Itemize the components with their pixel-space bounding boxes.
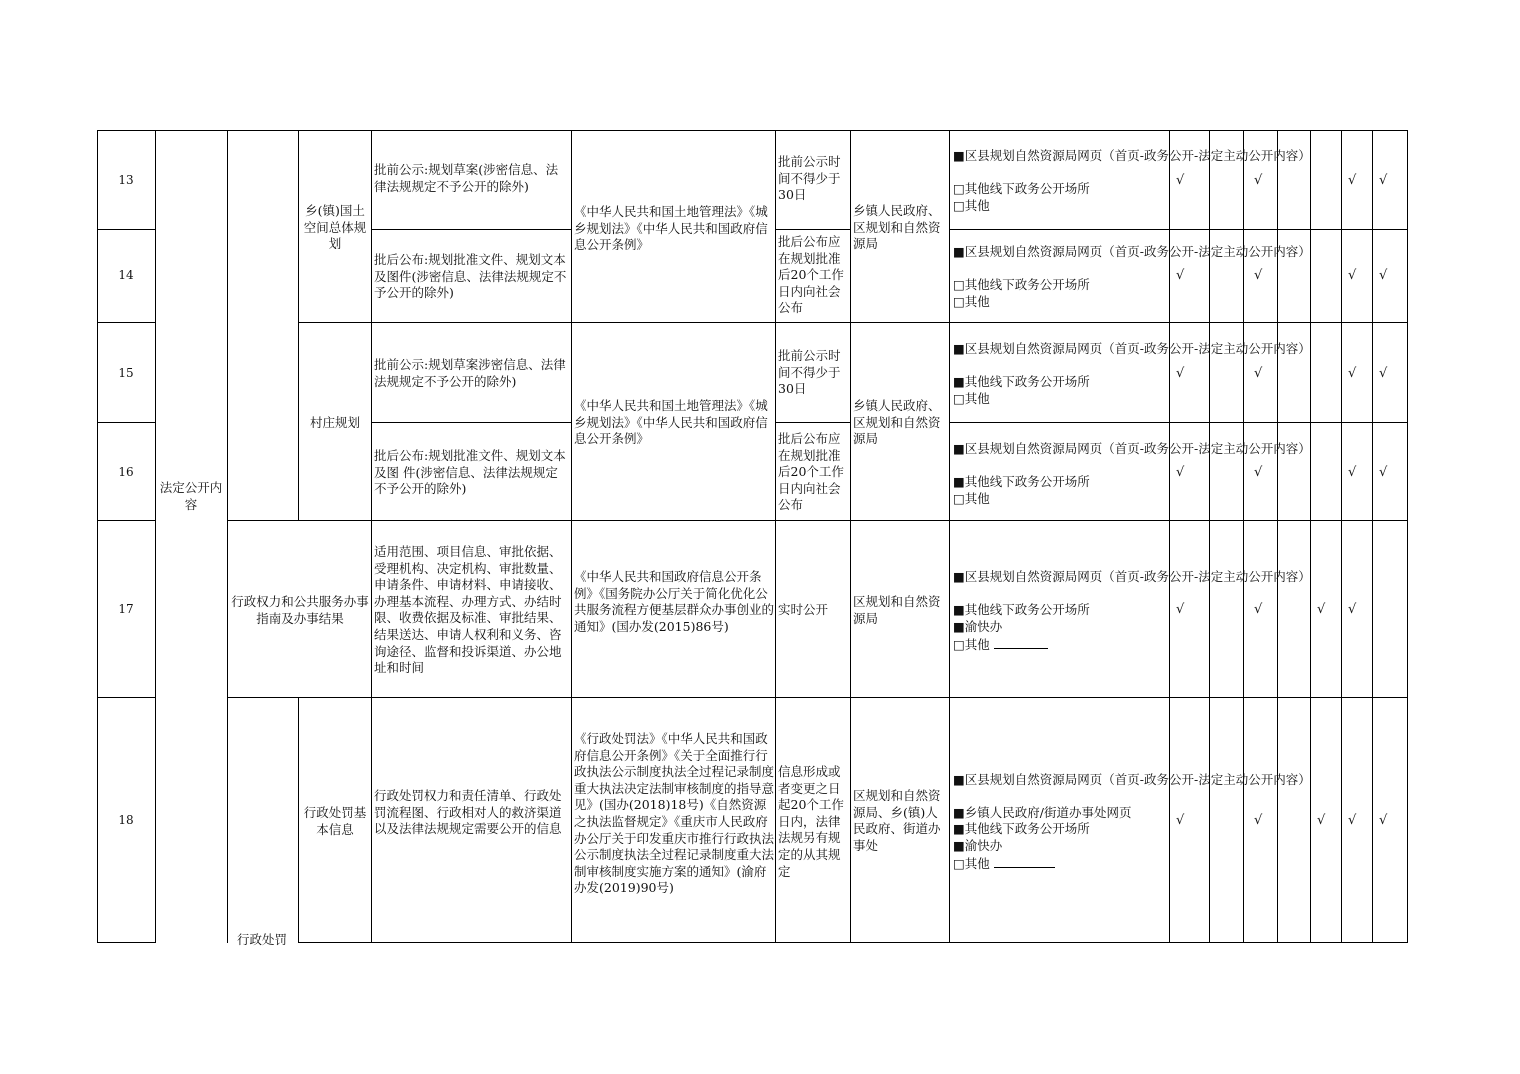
check-mark: √	[1379, 366, 1388, 381]
channel-item: ■其他线下政务公开场所	[953, 474, 1090, 489]
check-mark: √	[1254, 366, 1263, 381]
check-mark: √	[1254, 465, 1263, 480]
channel-item: □其他	[953, 198, 990, 213]
blank-underline	[994, 636, 1048, 649]
channel-item: □其他	[953, 491, 990, 506]
content-cell: 行政处罚权力和责任清单、行政处罚流程图、行政相对人的救济渠道以及法律法规规定需要公开的信息	[374, 788, 562, 837]
subgroup-cell: 行政处罚基本信息	[303, 805, 367, 837]
table-bottom-border	[97, 942, 155, 943]
check-mark: √	[1348, 268, 1357, 283]
time-cell: 信息形成或者变更之日起20个工作日内，法律法规另有规定的从其规定	[778, 764, 844, 879]
time-cell: 批前公示时间不得少于30日	[778, 154, 841, 203]
channel-item: ■乡镇人民政府/街道办事处网页	[953, 805, 1132, 820]
row-number: 16	[118, 465, 134, 479]
channel-item: □其他线下政务公开场所	[953, 277, 1090, 292]
col-divider	[227, 130, 228, 943]
channel-other-label: □其他	[953, 856, 990, 871]
laws-cell: 《中华人民共和国政府信息公开条例》《国务院办公厅关于简化优化公共服务流程方便基层群众办事创业的通知》(国办发(2015)86号)	[574, 569, 775, 634]
row-number: 14	[118, 268, 134, 282]
channel-item: ■区县规划自然资源局网页（首页-政务公开-法定主动公开内容）	[953, 569, 1311, 584]
check-mark: √	[1317, 602, 1326, 617]
check-mark: √	[1176, 465, 1185, 480]
check-mark: √	[1254, 173, 1263, 188]
check-mark: √	[1348, 465, 1357, 480]
channel-other-label: □其他	[953, 637, 990, 652]
check-mark: √	[1379, 813, 1388, 828]
row-divider	[371, 422, 571, 423]
channel-item: ■区县规划自然资源局网页（首页-政务公开-法定主动公开内容）	[953, 772, 1311, 787]
subgroup-cell: 村庄规划	[309, 415, 360, 430]
check-mark: √	[1176, 602, 1185, 617]
laws-cell: 《中华人民共和国土地管理法》《城乡规划法》《中华人民共和国政府信息公开条例》	[574, 398, 768, 447]
row-divider	[775, 422, 850, 423]
check-mark: √	[1254, 813, 1263, 828]
col-divider	[298, 697, 299, 943]
check-mark: √	[1254, 268, 1263, 283]
content-cell: 适用范围、项目信息、审批依据、受理机构、决定机构、审批数量、申请条件、申请材料、申请接收、办理基本流程、办理方式、办结时限、收费依据及标准、审批结果、结果送达、申请人权利和义务、咨询途径、监督和投诉渠道、办公地址和时间	[374, 544, 562, 676]
check-mark: √	[1176, 268, 1185, 283]
check-mark: √	[1176, 813, 1185, 828]
row-divider	[97, 322, 155, 323]
col-divider	[850, 130, 851, 943]
row-divider	[97, 520, 155, 521]
channel-item: □其他	[953, 391, 990, 406]
laws-cell: 《中华人民共和国土地管理法》《城乡规划法》《中华人民共和国政府信息公开条例》	[574, 204, 768, 253]
check-mark: √	[1254, 602, 1263, 617]
channel-item: ■区县规划自然资源局网页（首页-政务公开-法定主动公开内容）	[953, 341, 1311, 356]
col-divider	[1372, 130, 1373, 943]
content-cell: 批后公布:规划批准文件、规划文本及图 件(涉密信息、法律法规规定不予公开的除外)	[374, 448, 566, 497]
col-divider	[1341, 130, 1342, 943]
row-divider	[371, 229, 571, 230]
channel-item: ■其他线下政务公开场所	[953, 602, 1090, 617]
time-cell: 批前公示时间不得少于30日	[778, 348, 841, 397]
channel-item: ■其他线下政务公开场所	[953, 374, 1090, 389]
row-number: 13	[118, 173, 134, 187]
check-mark: √	[1176, 173, 1185, 188]
col-divider	[371, 130, 372, 943]
check-mark: √	[1348, 813, 1357, 828]
time-cell: 批后公布应在规划批准后20个工作日内向社会公布	[778, 234, 844, 316]
col-divider	[775, 130, 776, 943]
row-divider	[97, 697, 155, 698]
agency-cell: 乡镇人民政府、区规划和自然资源局	[853, 398, 941, 447]
check-mark: √	[1379, 173, 1388, 188]
time-cell: 实时公开	[778, 602, 829, 617]
group-cell: 行政处罚	[237, 932, 288, 947]
laws-cell: 《行政处罚法》《中华人民共和国政府信息公开条例》《关于全面推行行政执法公示制度执法全过程记录制度重大执法决定法制审核制度的指导意见》(国办(2018)18号)《自然资源之执法监督规定》《重庆市人民政府办公厅关于印发重庆市推行行政执法公示制度执法全过程记录制度重大法制审核制度实施方案的通知》(渝府办发(2019)90号)	[574, 731, 775, 896]
group-cell: 行政权力和公共服务办事指南及办事结果	[231, 594, 369, 626]
table-top-border	[97, 130, 1408, 131]
row-divider	[949, 422, 1408, 423]
row-divider	[97, 422, 155, 423]
channel-item: ■区县规划自然资源局网页（首页-政务公开-法定主动公开内容）	[953, 441, 1311, 456]
row-divider	[227, 697, 1408, 698]
row-divider	[97, 229, 155, 230]
category-cell: 法定公开内容	[159, 480, 223, 512]
col-divider	[155, 130, 156, 943]
time-cell: 批后公布应在规划批准后20个工作日内向社会公布	[778, 431, 844, 513]
check-mark: √	[1348, 366, 1357, 381]
col-divider	[571, 130, 572, 943]
row-number: 15	[118, 366, 134, 380]
row-number: 18	[118, 813, 134, 827]
channel-item: ■区县规划自然资源局网页（首页-政务公开-法定主动公开内容）	[953, 148, 1311, 163]
check-mark: √	[1348, 602, 1357, 617]
content-cell: 批后公布:规划批准文件、规划文本及图件(涉密信息、法律法规规定不予公开的除外)	[374, 252, 567, 301]
row-divider	[227, 520, 1408, 521]
channel-item: ■其他线下政务公开场所	[953, 821, 1090, 836]
row-number: 17	[118, 602, 134, 616]
channel-item: □其他线下政务公开场所	[953, 181, 1090, 196]
content-cell: 批前公示:规划草案涉密信息、法律法规规定不予公开的除外)	[374, 357, 566, 389]
row-divider	[949, 229, 1408, 230]
subgroup-cell: 乡(镇)国土空间总体规划	[303, 203, 367, 252]
content-cell: 批前公示:规划草案(涉密信息、法律法规规定不予公开的除外)	[374, 162, 559, 194]
check-mark: √	[1317, 813, 1326, 828]
channel-item	[953, 636, 1048, 654]
channel-item: ■渝快办	[953, 838, 1003, 853]
col-divider	[298, 130, 299, 521]
blank-underline	[994, 855, 1055, 868]
channel-item	[953, 855, 1055, 873]
channel-item: ■区县规划自然资源局网页（首页-政务公开-法定主动公开内容）	[953, 244, 1311, 259]
table-right-border	[1407, 130, 1408, 943]
agency-cell: 乡镇人民政府、区规划和自然资源局	[853, 203, 941, 252]
row-divider	[298, 322, 1408, 323]
col-divider	[949, 130, 950, 943]
check-mark: √	[1348, 173, 1357, 188]
table-bottom-border	[298, 942, 1408, 943]
channel-item: ■渝快办	[953, 619, 1003, 634]
channel-item: □其他	[953, 294, 990, 309]
check-mark: √	[1379, 465, 1388, 480]
check-mark: √	[1176, 366, 1185, 381]
agency-cell: 区规划和自然资源局	[853, 594, 941, 626]
agency-cell: 区规划和自然资源局、乡(镇)人民政府、街道办事处	[853, 788, 941, 853]
row-divider	[775, 229, 850, 230]
check-mark: √	[1379, 268, 1388, 283]
